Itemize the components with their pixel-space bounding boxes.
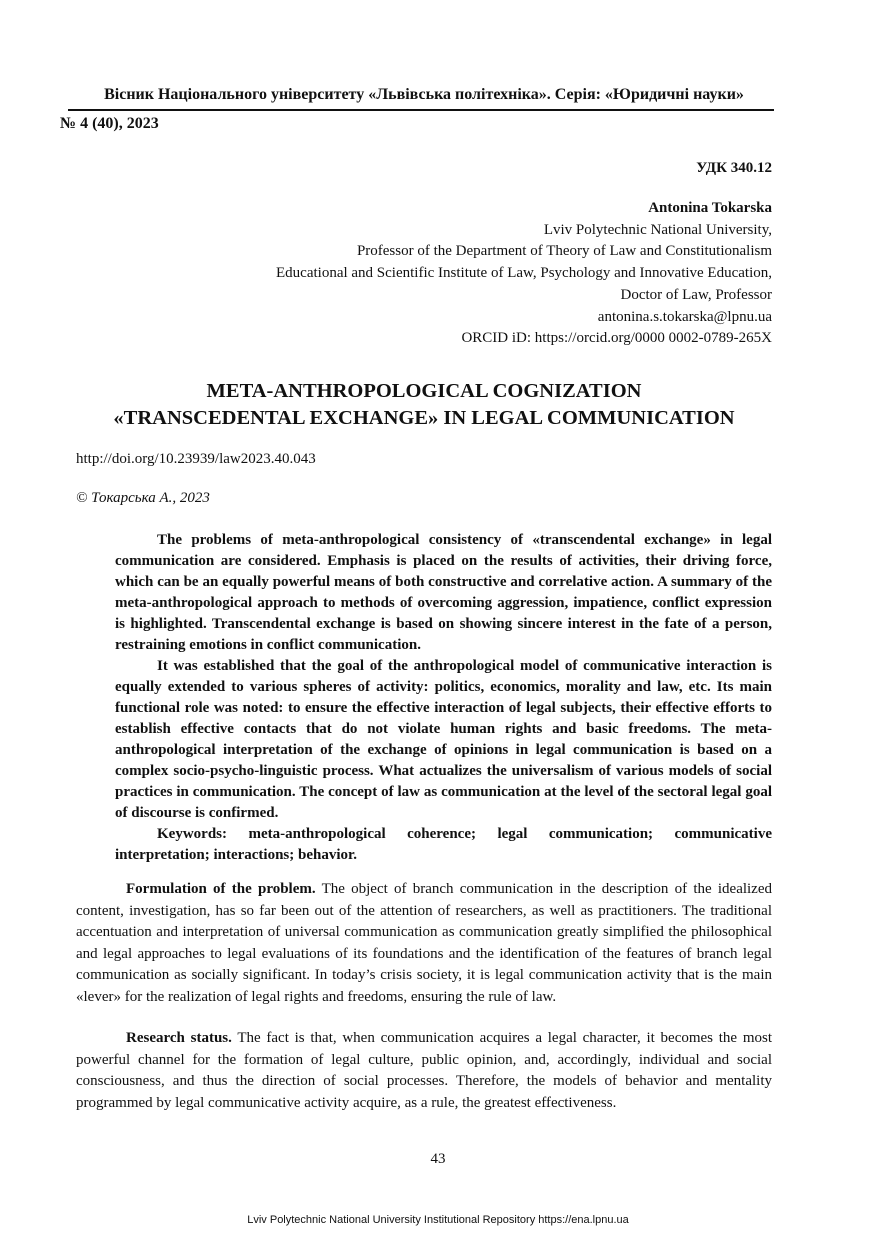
author-name: Antonina Tokarska [648, 200, 772, 216]
abstract-paragraph: It was established that the goal of the anthropological model of communicative interaction is equally extended to various spheres of activity: politics, economics, morality and law, etc. Its main functional role was noted: to ensure the effective interaction of legal subjects, their effective efforts to establish effective contacts that do not violate human rights and basic freedoms. The meta-anthropological interpretation of the exchange of opinions in legal communication is based on a complex socio-psycho-linguistic process. What actualizes the universalism of various models of social practices in communication. The concept of law as communication at the level of the sectoral legal goal of discourse is confirmed. [115, 658, 772, 821]
udc-code: УДК 340.12 [696, 160, 772, 176]
journal-title: Вісник Національного університету «Львівська політехніка». Серія: «Юридичні науки» [104, 86, 744, 103]
paper-title [76, 378, 772, 432]
repository-footer: Lviv Polytechnic National University Institutional Repository https://ena.lpnu.ua [247, 1214, 629, 1226]
author-block [276, 198, 772, 350]
author-email[interactable]: antonina.s.tokarska@lpnu.ua [597, 308, 772, 325]
author-institute: Educational and Scientific Institute of Law, Psychology and Innovative Education, [276, 265, 772, 282]
abstract [115, 530, 772, 866]
body-text [76, 879, 772, 1134]
header-rule [68, 109, 774, 111]
author-orcid[interactable]: ORCID iD: https://orcid.org/0000 0002-0789-265X [461, 330, 772, 347]
keywords: Keywords: meta-anthropological coherence; legal communication; communicative interpretation; interactions; behavior. [115, 826, 772, 863]
title-line-1: META-ANTHROPOLOGICAL COGNIZATION [206, 380, 642, 402]
doi-link[interactable]: http://doi.org/10.23939/law2023.40.043 [76, 451, 316, 467]
body-paragraph: Formulation of the problem. The object of branch communication in the description of the idealized content, investigation, has so far been out of the attention of researchers, as well as practitioners. The traditional accentuation and interpretation of universal communication as communication greatly simplified the philosophical and legal approaches to legal evaluations of its foundations and the identification of the features of branch legal communication as socially significant. In today’s crisis society, it is legal communication activity that is the main «lever» for the realization of legal rights and freedoms, ensuring the rule of law. [76, 881, 772, 1005]
issue-number: № 4 (40), 2023 [60, 115, 159, 132]
section-heading: Formulation of the problem. [126, 881, 316, 897]
section-heading: Research status. [126, 1030, 232, 1046]
author-degree: Doctor of Law, Professor [620, 286, 772, 303]
copyright: © Токарська А., 2023 [76, 490, 210, 506]
author-affiliation: Lviv Polytechnic National University, [543, 221, 772, 238]
page-number: 43 [430, 1151, 446, 1167]
title-line-2: «TRANSCEDENTAL EXCHANGE» IN LEGAL COMMUNICATION [113, 407, 735, 429]
body-paragraph: Research status. The fact is that, when communication acquires a legal character, it becomes the most powerful channel for the formation of legal culture, public opinion, and, accordingly, individual and social consciousness, and thus the direction of social processes. Therefore, the models of behavior and mentality programmed by legal communicative activity acquire, as a rule, the greatest effectiveness. [76, 1030, 772, 1111]
author-position: Professor of the Department of Theory of Law and Constitutionalism [356, 243, 772, 260]
abstract-paragraph: The problems of meta-anthropological consistency of «transcendental exchange» in legal communication are considered. Emphasis is placed on the results of activities, their driving force, which can be an equally powerful means of both constructive and correlative action. A summary of the meta-anthropological approach to methods of overcoming aggression, impatience, conflict expression is highlighted. Transcendental exchange is based on showing sincere interest in the fate of a person, restraining emotions in conflict communication. [115, 532, 772, 653]
